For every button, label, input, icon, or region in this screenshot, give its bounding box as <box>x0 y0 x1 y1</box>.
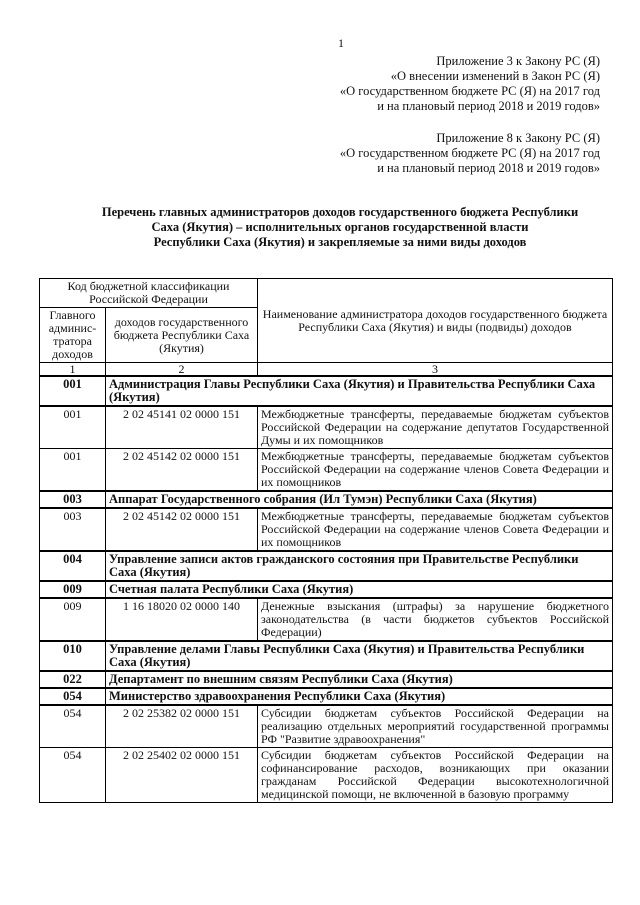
admin-name-cell: Департамент по внешним связям Республики Саха (Якутия) <box>106 671 613 688</box>
appendix-3-line: «О внесении изменений в Закон РС (Я) <box>390 69 600 83</box>
revenue-administrators-table <box>39 278 613 803</box>
admin-name-cell: Аппарат Государственного собрания (Ил Тумэн) Республики Саха (Якутия) <box>106 491 613 508</box>
document-title-line: Республики Саха (Якутия) и закрепляемые за ними виды доходов <box>153 235 527 249</box>
appendix-3-line: Приложение 3 к Закону РС (Я) <box>436 54 600 68</box>
admin-code-cell: 003 <box>40 491 106 508</box>
income-row <box>40 598 613 641</box>
income-code-cell: 2 02 25402 02 0000 151 <box>106 748 258 803</box>
admin-code-cell: 009 <box>40 598 106 641</box>
admin-code-cell: 054 <box>40 705 106 748</box>
admin-code-cell: 003 <box>40 508 106 551</box>
document-title-line: Перечень главных администраторов доходов государственного бюджета Республики <box>101 205 579 219</box>
admin-name-cell: Управление записи актов гражданского состояния при Правительстве Республики Саха (Якутия) <box>106 551 613 581</box>
admin-code-cell: 054 <box>40 688 106 705</box>
admin-code-cell: 001 <box>40 449 106 492</box>
income-code-cell: 2 02 45142 02 0000 151 <box>106 508 258 551</box>
administrator-row <box>40 671 613 688</box>
income-row <box>40 508 613 551</box>
admin-name-cell: Администрация Главы Республики Саха (Якутия) и Правительства Республики Саха (Якутия) <box>106 376 613 406</box>
admin-code-cell: 022 <box>40 671 106 688</box>
appendix-8-line: и на плановый период 2018 и 2019 годов» <box>377 161 600 175</box>
income-code-cell: 2 02 45142 02 0000 151 <box>106 449 258 492</box>
page-number: 1 <box>338 36 344 50</box>
header-budget-classification: Код бюджетной классификации Российской Федерации <box>40 279 258 308</box>
appendix-8-header <box>340 131 600 176</box>
income-row <box>40 748 613 803</box>
administrator-row <box>40 551 613 581</box>
column-number: 2 <box>106 363 258 377</box>
income-description-cell: Межбюджетные трансферты, передаваемые бюджетам субъектов Российской Федерации на содержание депутатов Государственной Думы и их помощников <box>258 406 613 449</box>
income-row <box>40 406 613 449</box>
column-number: 3 <box>258 363 613 377</box>
admin-code-cell: 010 <box>40 641 106 671</box>
administrator-row <box>40 688 613 705</box>
header-admin-code: Главного админис-тратора доходов <box>40 308 106 363</box>
administrator-row <box>40 491 613 508</box>
administrator-row <box>40 376 613 406</box>
income-row <box>40 449 613 492</box>
admin-code-cell: 001 <box>40 406 106 449</box>
table-body <box>40 376 613 803</box>
income-code-cell: 2 02 25382 02 0000 151 <box>106 705 258 748</box>
admin-code-cell: 001 <box>40 376 106 406</box>
income-description-cell: Межбюджетные трансферты, передаваемые бюджетам субъектов Российской Федерации на содержание членов Совета Федерации и их помощников <box>258 508 613 551</box>
appendix-3-header <box>340 54 600 114</box>
admin-code-cell: 009 <box>40 581 106 598</box>
income-description-cell: Межбюджетные трансферты, передаваемые бюджетам субъектов Российской Федерации на содержание членов Совета Федерации и их помощников <box>258 449 613 492</box>
income-row <box>40 705 613 748</box>
document-title-line: Саха (Якутия) – исполнительных органов государственной власти <box>151 220 529 234</box>
admin-code-cell: 054 <box>40 748 106 803</box>
appendix-3-line: и на плановый период 2018 и 2019 годов» <box>377 99 600 113</box>
admin-name-cell: Министерство здравоохранения Республики Саха (Якутия) <box>106 688 613 705</box>
income-description-cell: Денежные взыскания (штрафы) за нарушение бюджетного законодательства (в части бюджетов субъектов Российской Федерации) <box>258 598 613 641</box>
header-income-code: доходов государственного бюджета Республики Саха (Якутия) <box>106 308 258 363</box>
document-title <box>70 205 610 250</box>
admin-name-cell: Управление делами Главы Республики Саха (Якутия) и Правительства Республики Саха (Якутия) <box>106 641 613 671</box>
income-description-cell: Субсидии бюджетам субъектов Российской Федерации на реализацию отдельных мероприятий государственной программы РФ "Развитие здравоохранения" <box>258 705 613 748</box>
admin-name-cell: Счетная палата Республики Саха (Якутия) <box>106 581 613 598</box>
header-administrator-name: Наименование администратора доходов государственного бюджета Республики Саха (Якутия) и виды (подвиды) доходов <box>258 279 613 363</box>
appendix-3-line: «О государственном бюджете РС (Я) на 2017 год <box>339 84 600 98</box>
administrator-row <box>40 641 613 671</box>
appendix-8-line: Приложение 8 к Закону РС (Я) <box>436 131 600 145</box>
admin-code-cell: 004 <box>40 551 106 581</box>
income-description-cell: Субсидии бюджетам субъектов Российской Федерации на софинансирование расходов, возникающих при оказании гражданам Российской Федерации высокотехнологичной медицинской помощи, не включенной в базовую программу <box>258 748 613 803</box>
column-number: 1 <box>40 363 106 377</box>
administrator-row <box>40 581 613 598</box>
appendix-8-line: «О государственном бюджете РС (Я) на 2017 год <box>339 146 600 160</box>
income-code-cell: 2 02 45141 02 0000 151 <box>106 406 258 449</box>
income-code-cell: 1 16 18020 02 0000 140 <box>106 598 258 641</box>
